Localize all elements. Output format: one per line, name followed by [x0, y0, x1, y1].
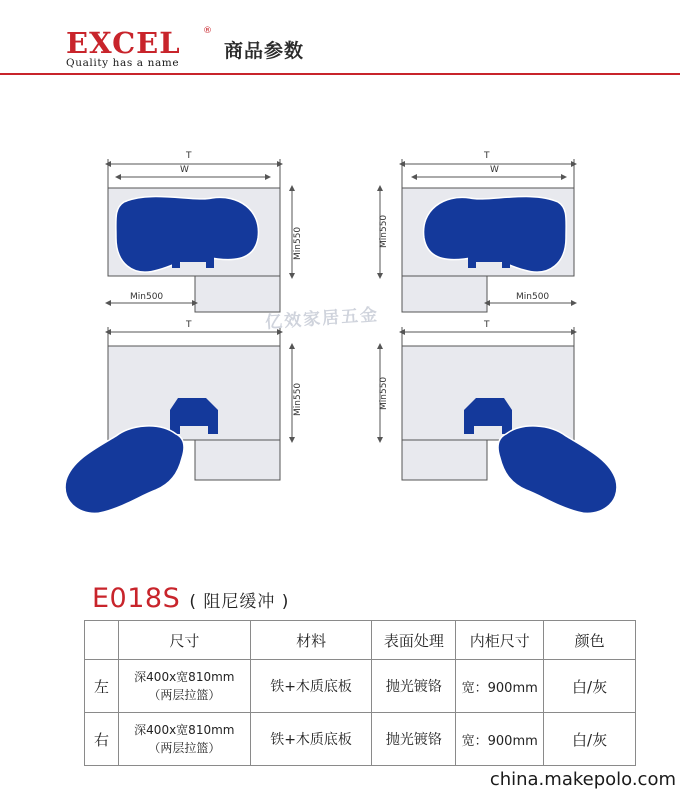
cell-size-line2: （两层拉篮） [148, 688, 221, 702]
header-side [85, 621, 119, 660]
dim-label-min550: Min550 [293, 226, 303, 260]
cell-size-line1: 深400x宽810mm [134, 670, 235, 684]
dim-label-T: T [186, 320, 192, 330]
cell-size-line2: （两层拉篮） [148, 741, 221, 755]
header-finish: 表面处理 [372, 621, 456, 660]
model-note: ( 阻尼缓冲 ) [189, 592, 290, 612]
basket-shape [498, 426, 617, 513]
cell-color: 白/灰 [544, 660, 636, 713]
table-row [85, 713, 636, 766]
source-site-link[interactable]: china.makepolo.com [489, 769, 676, 790]
spec-table [84, 620, 636, 766]
dim-label-W: W [180, 165, 189, 175]
diagram-top-left [108, 151, 303, 312]
diagram-bottom-left [65, 320, 303, 513]
cell-finish: 抛光镀铬 [372, 713, 456, 766]
cell-material: 铁+木质底板 [250, 713, 372, 766]
dim-label-T: T [484, 320, 490, 330]
brand-tagline: Quality has a name [66, 57, 180, 69]
cell-finish: 抛光镀铬 [372, 660, 456, 713]
dim-label-min550: Min550 [379, 214, 389, 248]
dim-label-T: T [484, 151, 490, 161]
cell-side: 左 [85, 660, 119, 713]
cell-side: 右 [85, 713, 119, 766]
watermark-text: 亿效家居五金 [264, 305, 380, 333]
cell-inner-size: 宽：900mm [456, 713, 544, 766]
dim-label-min550: Min550 [379, 376, 389, 410]
dim-label-W: W [490, 165, 499, 175]
cell-material: 铁+木质底板 [250, 660, 372, 713]
page-title: 商品参数 [224, 40, 305, 62]
model-heading [92, 583, 289, 614]
diagram-bottom-right [379, 320, 617, 513]
cell-color: 白/灰 [544, 713, 636, 766]
header-material: 材料 [250, 621, 372, 660]
registered-mark: ® [203, 26, 212, 36]
header-size: 尺寸 [118, 621, 250, 660]
model-code: E018S [92, 583, 181, 614]
brand-name: EXCEL [66, 26, 181, 60]
header-color: 颜色 [544, 621, 636, 660]
dim-label-min500: Min500 [130, 292, 164, 302]
header-inner-size: 内柜尺寸 [456, 621, 544, 660]
cell-inner-size: 宽：900mm [456, 660, 544, 713]
dim-label-min550: Min550 [293, 382, 303, 416]
installation-diagram [0, 140, 680, 550]
table-header-row [85, 621, 636, 660]
cell-size-line1: 深400x宽810mm [134, 723, 235, 737]
dim-label-T: T [186, 151, 192, 161]
cell-size [118, 713, 250, 766]
diagram-top-right [379, 151, 574, 312]
table-row [85, 660, 636, 713]
basket-shape [65, 426, 184, 513]
dim-label-min500: Min500 [516, 292, 550, 302]
header-divider [0, 73, 680, 75]
cell-size [118, 660, 250, 713]
brand-logo [66, 26, 212, 69]
